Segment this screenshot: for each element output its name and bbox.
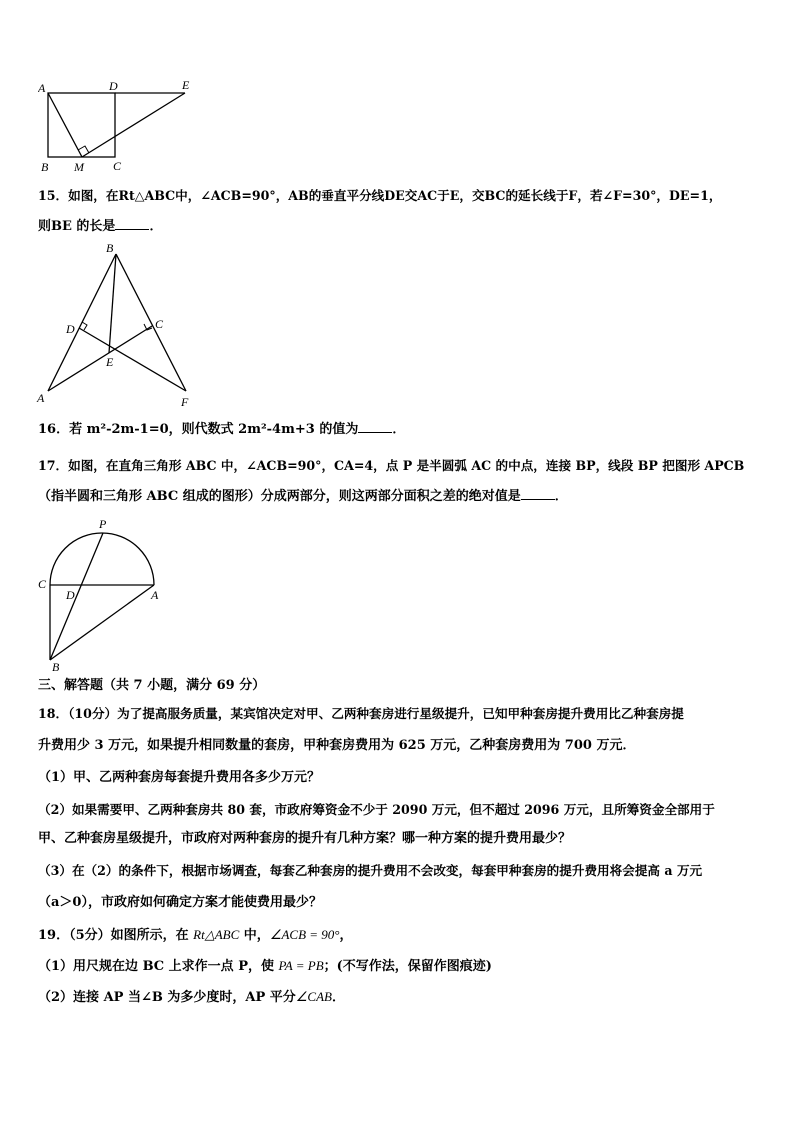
q19-angle: ∠ACB = 90° <box>269 927 340 942</box>
q18-part3b: （a＞0），市政府如何确定方案才能使费用最少？ <box>38 895 322 910</box>
label-B: B <box>106 241 114 255</box>
label-M: M <box>74 160 84 174</box>
q17-line2 <box>38 487 568 507</box>
q18-line1: 18．（10分）为了提高服务质量，某宾馆决定对甲、乙两种套房进行星级提升，已知甲种套房提升费用比乙种套房提 <box>38 706 684 721</box>
q19-tail: ， <box>339 928 353 943</box>
q18-part2b: 甲、乙种套房星级提升，市政府对两种套房的提升有几种方案？哪一种方案的提升费用最少？ <box>38 831 572 846</box>
label-D: D <box>66 588 75 602</box>
label-E: E <box>106 355 114 369</box>
figure-17-svg <box>34 515 174 675</box>
label-C: C <box>113 159 122 173</box>
answer-blank <box>115 217 149 230</box>
label-A: A <box>37 391 45 405</box>
q17-line1: 17．如图，在直角三角形 ABC 中，∠ACB=90°，CA=4，点 P 是半圆弧 AC 的中点，连接 BP，线段 BP 把图形 APCB <box>38 458 745 473</box>
figure-17 <box>34 515 174 675</box>
q19-part1-eq: PA = PB <box>278 958 324 973</box>
q18-part3a: （3）在（2）的条件下，根据市场调查，每套乙种套房的提升费用不会改变，每套甲种套房的提升费用将会提高 a 万元 <box>38 863 703 878</box>
label-D: D <box>66 322 75 336</box>
q19-head <box>38 925 353 946</box>
q16-text: 16．若 m²-2m-1=0，则代数式 2m²-4m+3 的值为 <box>38 422 359 437</box>
figure-14 <box>38 78 198 176</box>
q15-line2 <box>38 217 162 237</box>
q16-period: ． <box>392 422 406 437</box>
section-3-title: 三、解答题（共 7 小题，满分 69 分） <box>38 678 266 693</box>
q19-part2 <box>38 987 345 1008</box>
label-E: E <box>182 78 190 92</box>
label-F: F <box>181 395 189 408</box>
label-P: P <box>99 517 107 531</box>
q18-part2a: （2）如果需要甲、乙两种套房共 80 套，市政府筹资金不少于 2090 万元，但不超过 2096 万元，且所筹资金全部用于 <box>38 802 715 817</box>
q19-part1 <box>38 956 492 977</box>
label-B: B <box>52 660 60 674</box>
label-A: A <box>151 588 159 602</box>
q17-period: ． <box>554 489 568 504</box>
q19-part1-text: （1）用尺规在边 BC 上求作一点 P，使 <box>38 959 279 974</box>
answer-blank <box>358 420 392 433</box>
q19-head-text: 19．（5分）如图所示，在 <box>38 928 189 943</box>
label-C: C <box>38 577 47 591</box>
q19-mid: 中， <box>239 928 270 943</box>
q19-part2-angle: ∠CAB <box>295 989 332 1004</box>
label-A: A <box>38 81 46 95</box>
label-D: D <box>109 79 118 93</box>
q18-part1: （1）甲、乙两种套房每套提升费用各多少万元？ <box>38 770 321 785</box>
q15-period: ． <box>149 219 163 234</box>
q17-line2-text: （指半圆和三角形 ABC 组成的图形）分成两部分，则这两部分面积之差的绝对值是 <box>38 489 521 504</box>
answer-blank <box>521 487 555 500</box>
q18-line2: 升费用少 3 万元，如果提升相同数量的套房，甲种套房费用为 625 万元，乙种套房费用为 700 万元． <box>38 738 636 753</box>
q19-triangle: Rt△ABC <box>193 927 240 942</box>
label-B: B <box>41 160 49 174</box>
q15-line1: 15．如图，在Rt△ABC中，∠ACB=90°，AB的垂直平分线DE交AC于E，交BC的延长线于F，若∠F=30°，DE=1， <box>38 188 722 203</box>
q16-line <box>38 420 405 440</box>
label-C: C <box>155 317 164 331</box>
q15-line2-text: 则BE 的长是 <box>38 219 116 234</box>
q19-part2-tail: ． <box>331 990 345 1005</box>
figure-15 <box>34 240 204 408</box>
q19-part1-tail: ；(不写作法，保留作图痕迹) <box>323 959 492 974</box>
figure-14-svg <box>38 78 198 176</box>
figure-15-svg <box>34 240 204 408</box>
q19-part2-text: （2）连接 AP 当∠B 为多少度时，AP 平分 <box>38 990 296 1005</box>
